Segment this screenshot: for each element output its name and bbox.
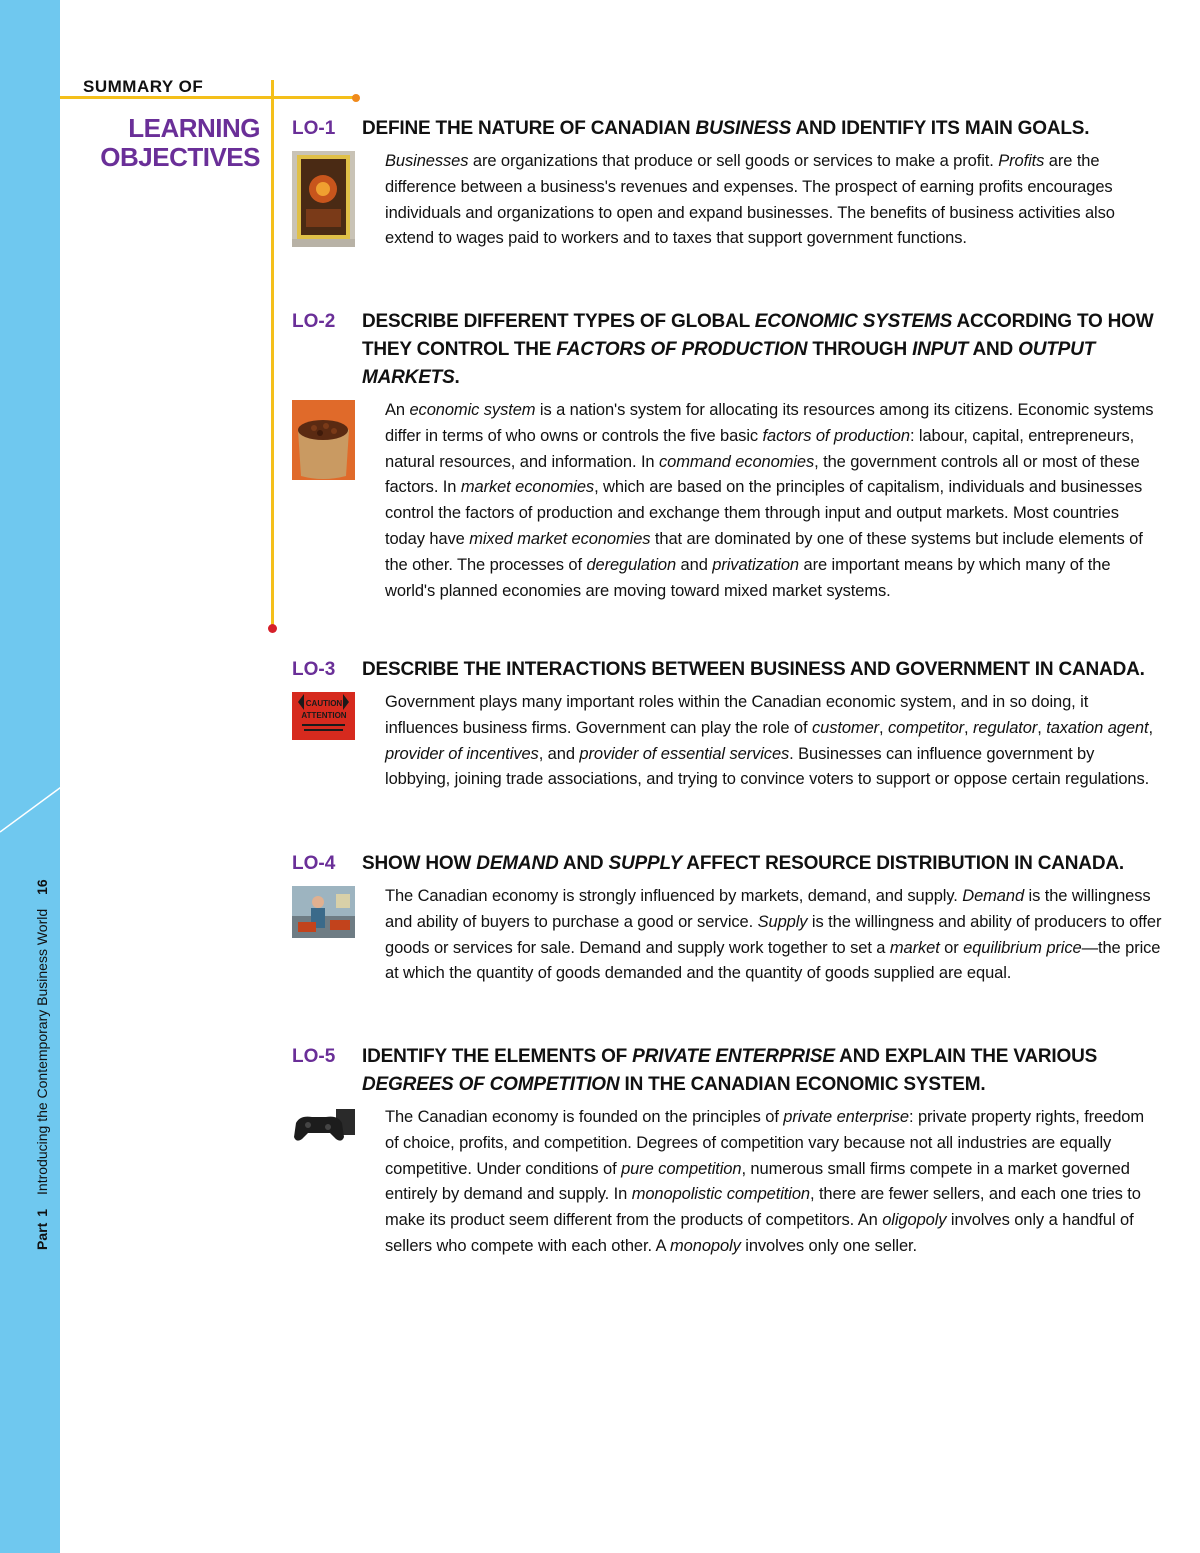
text-run: THROUGH <box>807 339 913 360</box>
text-run: SHOW HOW <box>362 853 477 874</box>
italic-term: monopolistic competition <box>631 1185 810 1204</box>
text-run: and <box>676 555 713 574</box>
text-run: . Businesses can influence government by lobbying, joining trade associations, and trying to convince voters to support or oppose certain regulations. <box>385 744 1150 789</box>
caution-text: CAUTION <box>305 699 343 708</box>
text-run: , <box>1148 718 1153 737</box>
fish-market-vendor-image <box>292 884 355 987</box>
text-run: —the price at which the quantity of goods demanded and the quantity of goods supplied are equal. <box>385 938 1161 983</box>
header-rule <box>60 96 356 99</box>
text-run: is the willingness and ability of buyers to purchase a good or service. <box>385 887 1151 931</box>
italic-term: command economies <box>659 452 815 471</box>
text-run: . <box>454 367 460 388</box>
text-run: involves only one seller. <box>740 1236 918 1255</box>
text-run: ACCORDING TO HOW THEY CONTROL THE <box>362 311 1154 360</box>
objective-heading <box>362 850 1162 878</box>
italic-term: deregulation <box>586 555 677 574</box>
objective-body <box>385 884 1162 987</box>
header-rule-dot <box>352 94 360 102</box>
italic-term: Profits <box>998 152 1045 170</box>
italic-term: DEGREES OF COMPETITION <box>362 1074 620 1095</box>
section-title <box>60 114 260 172</box>
text-run: , and <box>538 744 580 763</box>
part-title: Introducing the Contemporary Business World <box>34 908 50 1195</box>
objective-5 <box>292 1043 1162 1260</box>
text-run: DESCRIBE DIFFERENT TYPES OF GLOBAL <box>362 311 755 332</box>
italic-term: market <box>889 938 940 957</box>
italic-term: FACTORS OF PRODUCTION <box>556 339 808 360</box>
text-run: are organizations that produce or sell goods or services to make a profit. <box>468 152 999 170</box>
objective-heading <box>362 656 1162 684</box>
italic-term: monopoly <box>670 1236 741 1255</box>
text-run: IDENTIFY THE ELEMENTS OF <box>362 1046 633 1067</box>
italic-term: competitor <box>888 718 965 737</box>
objective-2 <box>292 308 1162 604</box>
text-run: , <box>879 718 889 737</box>
text-run: , which are based on the principles of capitalism, individuals and businesses control the factors of production and exchange them through input and output markets. Most countries today have <box>385 478 1143 548</box>
italic-term: market economies <box>460 478 595 497</box>
section-title-line2: OBJECTIVES <box>100 142 260 172</box>
italic-term: equilibrium price <box>963 938 1082 957</box>
text-run: , there are fewer sellers, and each one tries to make its product seem different from the products of competitors. An <box>385 1185 1141 1230</box>
text-run: : private property rights, freedom of choice, profits, and competition. Degrees of competition vary because not all industries are equally competitive. Under conditions of <box>385 1108 1145 1178</box>
italic-term: Demand <box>962 887 1025 905</box>
text-run: , numerous small firms compete in a market governed entirely by demand and supply. In <box>385 1159 1130 1204</box>
page-number: 16 <box>34 879 50 895</box>
objective-heading <box>362 115 1162 143</box>
objective-heading <box>362 1043 1162 1099</box>
attention-text: ATTENTION <box>301 711 347 720</box>
italic-term: PRIVATE ENTERPRISE <box>632 1046 835 1067</box>
game-console-controller-image <box>292 1105 355 1260</box>
italic-term: SUPPLY <box>608 853 682 874</box>
text-run: The Canadian economy is strongly influenced by markets, demand, and supply. <box>385 887 963 905</box>
text-run: , the government controls all or most of these factors. In <box>385 452 1140 497</box>
vertical-rule <box>271 80 274 628</box>
objective-body <box>385 1105 1162 1260</box>
italic-term: factors of production <box>762 426 910 445</box>
objective-4 <box>292 850 1162 987</box>
text-run: The Canadian economy is founded on the principles of <box>385 1108 784 1126</box>
italic-term: taxation agent <box>1046 718 1149 737</box>
text-run: , <box>1037 718 1047 737</box>
objective-body <box>385 149 1162 252</box>
italic-term: pure competition <box>621 1159 742 1178</box>
italic-term: private enterprise <box>783 1108 909 1126</box>
objective-heading <box>362 308 1162 392</box>
objective-code: LO-2 <box>292 311 336 332</box>
vertical-rule-dot <box>268 624 277 633</box>
movie-poster-image <box>292 149 355 252</box>
objective-body <box>385 690 1162 793</box>
text-run: DESCRIBE THE INTERACTIONS BETWEEN BUSINESS AND GOVERNMENT IN CANADA. <box>362 659 1145 680</box>
text-run: or <box>939 938 964 957</box>
italic-term: OUTPUT MARKETS <box>362 339 1096 388</box>
italic-term: mixed market economies <box>469 529 651 548</box>
objective-1 <box>292 115 1162 252</box>
italic-term: privatization <box>712 555 800 574</box>
text-run: is the willingness and ability of producers to offer goods or services for sale. Demand and supply work together to set a <box>385 912 1162 957</box>
text-run: that are dominated by one of these systems but include elements of the other. The processes of <box>385 529 1143 574</box>
italic-term: ECONOMIC SYSTEMS <box>754 311 953 332</box>
italic-term: BUSINESS <box>695 118 792 139</box>
section-title-line1: LEARNING <box>128 113 260 143</box>
text-run: AFFECT RESOURCE DISTRIBUTION IN CANADA. <box>681 853 1124 874</box>
objective-code: LO-4 <box>292 853 336 874</box>
text-run: AND <box>968 339 1019 360</box>
caution-sign-image <box>292 690 355 793</box>
text-run: involves only a handful of sellers who compete with each other. A <box>385 1211 1134 1255</box>
italic-term: Supply <box>757 912 808 931</box>
objective-code: LO-5 <box>292 1046 336 1067</box>
objective-code: LO-1 <box>292 118 336 139</box>
text-run: IN THE CANADIAN ECONOMIC SYSTEM. <box>619 1074 986 1095</box>
text-run: , <box>964 718 974 737</box>
italic-term: INPUT <box>912 339 969 360</box>
text-run: is a nation's system for allocating its resources among its citizens. Economic systems differ in terms of who owns or controls the five basic <box>385 401 1154 445</box>
coffee-beans-sack-image <box>292 398 355 604</box>
text-run: AND EXPLAIN THE VARIOUS <box>834 1046 1098 1067</box>
running-footer <box>34 730 56 1250</box>
text-run: are important means by which many of the world's planned economies are moving toward mixed market systems. <box>385 555 1111 600</box>
italic-term: provider of essential services <box>579 744 790 763</box>
summary-of-label: SUMMARY OF <box>83 77 204 96</box>
text-run: AND IDENTIFY ITS MAIN GOALS. <box>791 118 1090 139</box>
italic-term: customer <box>811 718 880 737</box>
part-label: Part <box>34 1222 50 1250</box>
part-number: 1 <box>34 1208 50 1217</box>
text-run: An <box>385 401 410 419</box>
italic-term: DEMAND <box>476 853 559 874</box>
text-run: : labour, capital, entrepreneurs, natural resources, and information. In <box>385 426 1135 471</box>
objective-code: LO-3 <box>292 659 336 680</box>
italic-term: oligopoly <box>882 1211 947 1230</box>
italic-term: economic system <box>409 401 536 419</box>
italic-term: provider of incentives <box>385 744 539 763</box>
italic-term: Businesses <box>385 152 469 170</box>
objective-body <box>385 398 1162 604</box>
text-run: AND <box>558 853 609 874</box>
italic-term: regulator <box>973 718 1038 737</box>
text-run: are the difference between a business's revenues and expenses. The prospect of earning profits encourages individuals and organizations to open and expand businesses. The benefits of business activities also extend to wages paid to workers and to taxes that support government functions. <box>385 152 1115 248</box>
text-run: Government plays many important roles within the Canadian economic system, and in so doing, it influences business firms. Government can play the role of <box>385 693 1089 737</box>
objective-3 <box>292 656 1162 793</box>
text-run: DEFINE THE NATURE OF CANADIAN <box>362 118 696 139</box>
